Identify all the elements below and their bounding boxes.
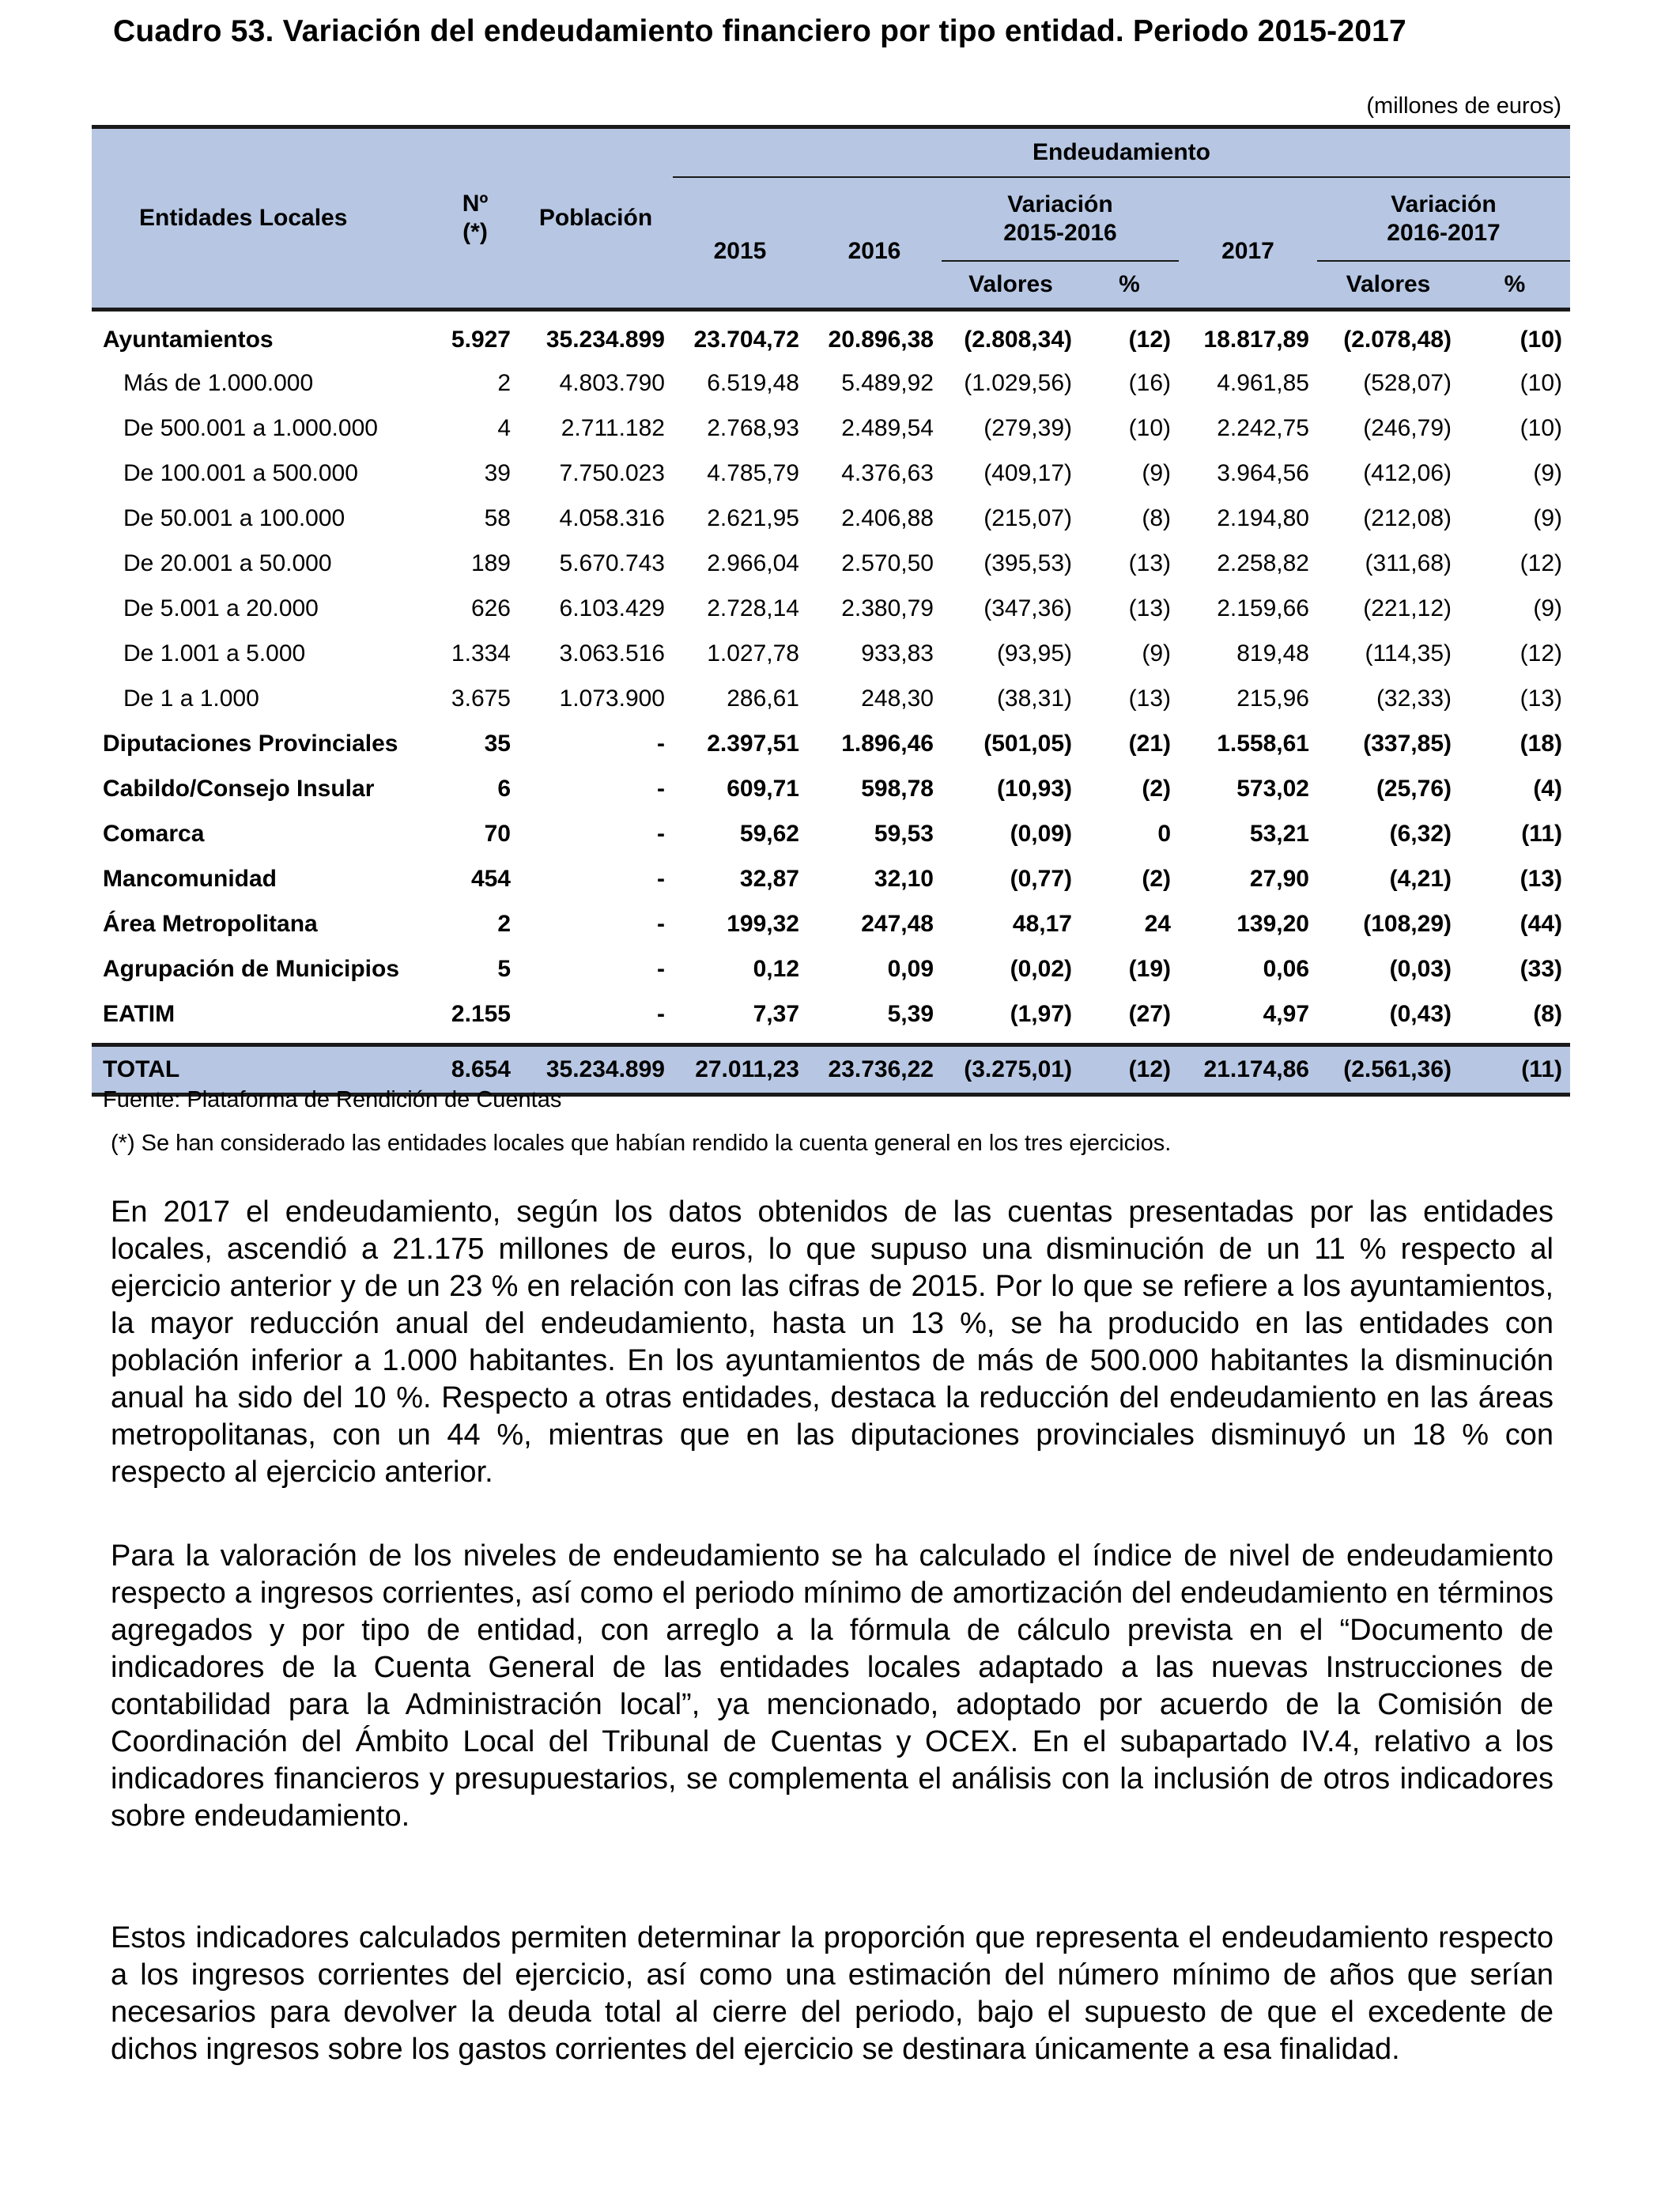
cell-var-pct-1: (13) xyxy=(1128,595,1171,621)
header-valores-1: Valores xyxy=(942,261,1080,310)
cell-2015: 2.397,51 xyxy=(707,730,799,757)
cell-var-valores-1: (1.029,56) xyxy=(964,369,1072,396)
header-num: Nº (*) xyxy=(432,127,519,310)
cell-var-pct-2: (11) xyxy=(1459,1045,1570,1095)
cell-poblacion: 5.670.743 xyxy=(559,549,665,576)
table-row xyxy=(92,406,1570,451)
cell-var-pct-1: (12) xyxy=(1128,327,1171,353)
cell-2016: 247,48 xyxy=(861,910,934,937)
body-paragraph: Para la valoración de los niveles de endeudamiento se ha calculado el índice de nivel de endeudamiento respecto a ingresos corrientes, así como el periodo mínimo de amortización del endeudamiento en términos agregados y por tipo de entidad, con arreglo a la fórmula de cálculo prevista en el “Documento de indicadores de la Cuenta General de las entidades locales adaptado a las nuevas Instrucciones de contabilidad para la Administración local”, ya mencionado, adoptado por acuerdo de la Comisión de Coordinación del Ámbito Local del Tribunal de Cuentas y OCEX. En el subapartado IV.4, relativo a los indicadores financieros y presupuestarios, se complementa el análisis con la inclusión de otros indicadores sobre endeudamiento. xyxy=(111,1539,1554,1833)
cell-var-pct-2: (9) xyxy=(1533,595,1562,621)
cell-var-pct-2: (9) xyxy=(1533,459,1562,486)
cell-num: 70 xyxy=(484,820,511,847)
cell-name: De 100.001 a 500.000 xyxy=(123,459,358,486)
cell-var-pct-2: (9) xyxy=(1533,504,1562,531)
cell-var-pct-2: (13) xyxy=(1520,685,1562,712)
cell-var-pct-2: (4) xyxy=(1533,775,1562,802)
cell-2015: 23.704,72 xyxy=(693,327,799,353)
cell-2015: 4.785,79 xyxy=(707,459,799,486)
cell-var-valores-2: (246,79) xyxy=(1363,414,1452,441)
cell-2017: 573,02 xyxy=(1236,775,1309,802)
table-row xyxy=(92,541,1570,586)
cell-var-valores-2: (4,21) xyxy=(1389,865,1452,892)
cell-var-valores-2: (2.561,36) xyxy=(1317,1045,1459,1095)
cell-poblacion: - xyxy=(657,820,665,847)
cell-poblacion: 4.803.790 xyxy=(559,369,665,396)
cell-2017: 3.964,56 xyxy=(1217,459,1309,486)
table-row xyxy=(92,361,1570,406)
cell-poblacion: - xyxy=(657,775,665,802)
cell-2017: 4.961,85 xyxy=(1217,369,1309,396)
cell-name: Ayuntamientos xyxy=(103,327,274,353)
cell-2015: 2.966,04 xyxy=(707,549,799,576)
cell-2015: 286,61 xyxy=(727,685,799,712)
cell-2015: 7,37 xyxy=(753,1000,799,1027)
cell-var-valores-1: (347,36) xyxy=(983,595,1072,621)
cell-var-pct-1: (8) xyxy=(1142,504,1171,531)
cell-var-valores-1: (10,93) xyxy=(996,775,1072,802)
cell-name: Más de 1.000.000 xyxy=(123,369,314,396)
cell-var-pct-1: (2) xyxy=(1142,775,1171,802)
cell-2016: 32,10 xyxy=(874,865,934,892)
cell-2017: 2.194,80 xyxy=(1217,504,1309,531)
table-row xyxy=(92,766,1570,811)
cell-2016: 20.896,38 xyxy=(828,327,934,353)
cell-2016: 0,09 xyxy=(887,955,934,982)
cell-name: De 20.001 a 50.000 xyxy=(123,549,332,576)
cell-var-pct-1: (10) xyxy=(1128,414,1171,441)
cell-2016: 2.570,50 xyxy=(841,549,934,576)
cell-var-pct-1: (13) xyxy=(1128,549,1171,576)
cell-var-valores-2: (412,06) xyxy=(1363,459,1452,486)
cell-poblacion: 7.750.023 xyxy=(559,459,665,486)
cell-2017: 139,20 xyxy=(1236,910,1309,937)
cell-var-valores-1: (1,97) xyxy=(1010,1000,1072,1027)
header-2015: 2015 xyxy=(673,177,807,310)
cell-var-valores-1: (395,53) xyxy=(983,549,1072,576)
cell-var-pct-1: 24 xyxy=(1144,910,1171,937)
cell-num: 454 xyxy=(470,865,511,892)
cell-var-valores-2: (311,68) xyxy=(1365,549,1452,576)
cell-var-valores-2: (114,35) xyxy=(1365,640,1452,667)
cell-poblacion: - xyxy=(657,865,665,892)
cell-2016: 5,39 xyxy=(887,1000,934,1027)
cell-var-pct-1: (19) xyxy=(1128,955,1171,982)
cell-name: De 1 a 1.000 xyxy=(123,685,259,712)
cell-var-valores-2: (0,03) xyxy=(1389,955,1452,982)
table-row xyxy=(92,901,1570,946)
table-row xyxy=(92,811,1570,856)
cell-2017: 4,97 xyxy=(1263,1000,1309,1027)
debt-table-container xyxy=(92,125,1570,1097)
cell-var-pct-1: (13) xyxy=(1128,685,1171,712)
cell-name: De 1.001 a 5.000 xyxy=(123,640,306,667)
cell-2016: 4.376,63 xyxy=(841,459,934,486)
cell-var-pct-1: (2) xyxy=(1142,865,1171,892)
cell-2017: 27,90 xyxy=(1249,865,1309,892)
cell-var-pct-2: (33) xyxy=(1520,955,1562,982)
table-row xyxy=(92,310,1570,361)
cell-num: 2 xyxy=(497,910,511,937)
cell-num: 58 xyxy=(484,504,511,531)
cell-num: 189 xyxy=(470,549,511,576)
table-row xyxy=(92,496,1570,541)
table-source: Fuente: Plataforma de Rendición de Cuentas xyxy=(103,1087,562,1112)
cell-2016: 933,83 xyxy=(861,640,934,667)
body-paragraph: Estos indicadores calculados permiten determinar la proporción que representa el endeudamiento respecto a los ingresos corrientes del ejercicio, así como una estimación del número mínimo de años que serían necesarios para devolver la deuda total al cierre del periodo, bajo el supuesto de que el excedente de dichos ingresos sobre los gastos corrientes del ejercicio se destinara únicamente a esa finalidad. xyxy=(111,1921,1554,2066)
cell-poblacion: 35.234.899 xyxy=(546,327,665,353)
cell-name: Mancomunidad xyxy=(103,865,277,892)
cell-num: 626 xyxy=(470,595,511,621)
cell-name: Área Metropolitana xyxy=(103,910,318,937)
cell-2015: 2.621,95 xyxy=(707,504,799,531)
cell-num: 2 xyxy=(497,369,511,396)
cell-num: 2.155 xyxy=(451,1000,511,1027)
cell-name: De 5.001 a 20.000 xyxy=(123,595,319,621)
cell-poblacion: 1.073.900 xyxy=(559,685,665,712)
cell-num: 8.654 xyxy=(432,1045,519,1095)
cell-name: EATIM xyxy=(103,1000,176,1027)
cell-num: 3.675 xyxy=(451,685,511,712)
header-pct-1: % xyxy=(1080,261,1179,310)
header-valores-2: Valores xyxy=(1317,261,1459,310)
cell-2016: 23.736,22 xyxy=(807,1045,942,1095)
cell-2015: 199,32 xyxy=(727,910,799,937)
cell-name: Comarca xyxy=(103,820,205,847)
cell-poblacion: 35.234.899 xyxy=(519,1045,673,1095)
table-row xyxy=(92,946,1570,991)
cell-2016: 598,78 xyxy=(861,775,934,802)
cell-var-valores-1: (0,02) xyxy=(1010,955,1072,982)
cell-2015: 1.027,78 xyxy=(707,640,799,667)
cell-var-pct-1: (21) xyxy=(1128,730,1171,757)
cell-num: 4 xyxy=(497,414,511,441)
cell-var-pct-2: (10) xyxy=(1520,369,1562,396)
cell-2017: 0,06 xyxy=(1263,955,1309,982)
header-var-2016-2017: Variación 2016-2017 xyxy=(1317,177,1570,261)
table-body xyxy=(92,310,1570,1045)
cell-var-valores-1: (409,17) xyxy=(983,459,1072,486)
cell-var-valores-2: (221,12) xyxy=(1363,595,1452,621)
cell-2015: 27.011,23 xyxy=(673,1045,807,1095)
debt-table xyxy=(92,125,1570,1097)
cell-name: Agrupación de Municipios xyxy=(103,955,400,982)
cell-var-valores-2: (212,08) xyxy=(1363,504,1452,531)
cell-2016: 1.896,46 xyxy=(841,730,934,757)
cell-2017: 21.174,86 xyxy=(1179,1045,1317,1095)
cell-var-valores-1: (279,39) xyxy=(983,414,1072,441)
body-paragraph: En 2017 el endeudamiento, según los datos obtenidos de las cuentas presentadas por las entidades locales, ascendió a 21.175 millones de euros, lo que supuso una disminución de un 11 % respecto al ejercicio anterior y de un 23 % en relación con las cifras de 2015. Por lo que se refiere a los ayuntamientos, la mayor reducción anual del endeudamiento, hasta un 13 %, se ha producido en las entidades con población inferior a 1.000 habitantes. En los ayuntamientos de más de 500.000 habitantes la disminución anual ha sido del 10 %. Respecto a otras entidades, destaca la reducción del endeudamiento en las áreas metropolitanas, con un 44 %, mientras que en las diputaciones provinciales disminuyó un 18 % con respecto al ejercicio anterior. xyxy=(111,1195,1554,1489)
cell-name: De 500.001 a 1.000.000 xyxy=(123,414,378,441)
cell-2016: 2.406,88 xyxy=(841,504,934,531)
cell-var-valores-1: (38,31) xyxy=(996,685,1072,712)
cell-var-valores-2: (25,76) xyxy=(1376,775,1452,802)
cell-name: De 50.001 a 100.000 xyxy=(123,504,345,531)
table-row xyxy=(92,451,1570,496)
cell-2016: 248,30 xyxy=(861,685,934,712)
cell-num: 35 xyxy=(484,730,511,757)
header-var-2015-2016: Variación 2015-2016 xyxy=(942,177,1179,261)
cell-num: 6 xyxy=(497,775,511,802)
cell-var-valores-2: (108,29) xyxy=(1363,910,1452,937)
header-endeudamiento: Endeudamiento xyxy=(673,127,1570,178)
cell-var-pct-1: (12) xyxy=(1080,1045,1179,1095)
cell-poblacion: - xyxy=(657,910,665,937)
cell-var-pct-1: (27) xyxy=(1128,1000,1171,1027)
table-row xyxy=(92,721,1570,766)
cell-var-pct-2: (13) xyxy=(1520,865,1562,892)
cell-name: Cabildo/Consejo Insular xyxy=(103,775,375,802)
units-note: (millones de euros) xyxy=(1366,93,1561,119)
cell-var-pct-1: (9) xyxy=(1142,459,1171,486)
cell-var-valores-1: (2.808,34) xyxy=(964,327,1072,353)
header-poblacion: Población xyxy=(519,127,673,310)
cell-2015: 6.519,48 xyxy=(707,369,799,396)
cell-poblacion: - xyxy=(657,730,665,757)
cell-2017: 819,48 xyxy=(1236,640,1309,667)
header-2016: 2016 xyxy=(807,177,942,310)
cell-2017: 215,96 xyxy=(1236,685,1309,712)
cell-2015: 0,12 xyxy=(753,955,799,982)
cell-num: 5.927 xyxy=(451,327,511,353)
cell-2015: 2.728,14 xyxy=(707,595,799,621)
table-row xyxy=(92,856,1570,901)
cell-var-valores-1: (3.275,01) xyxy=(942,1045,1080,1095)
header-pct-2: % xyxy=(1459,261,1570,310)
table-row xyxy=(92,631,1570,676)
cell-var-pct-1: (16) xyxy=(1128,369,1171,396)
cell-var-pct-2: (11) xyxy=(1521,820,1562,847)
cell-2017: 2.242,75 xyxy=(1217,414,1309,441)
cell-var-valores-1: 48,17 xyxy=(1012,910,1072,937)
cell-var-valores-1: (215,07) xyxy=(983,504,1072,531)
cell-2017: 2.159,66 xyxy=(1217,595,1309,621)
cell-var-valores-1: (501,05) xyxy=(983,730,1072,757)
table-row xyxy=(92,676,1570,721)
cell-2016: 2.489,54 xyxy=(841,414,934,441)
table-header xyxy=(92,127,1570,310)
cell-var-valores-1: (0,77) xyxy=(1010,865,1072,892)
cell-2015: 32,87 xyxy=(739,865,799,892)
cell-2015: 59,62 xyxy=(739,820,799,847)
cell-name: Diputaciones Provinciales xyxy=(103,730,398,757)
table-title: Cuadro 53. Variación del endeudamiento financiero por tipo entidad. Periodo 2015-2017 xyxy=(113,14,1406,48)
cell-name: TOTAL xyxy=(92,1045,432,1095)
cell-2017: 1.558,61 xyxy=(1217,730,1309,757)
cell-poblacion: 2.711.182 xyxy=(561,414,665,441)
cell-var-valores-2: (0,43) xyxy=(1389,1000,1452,1027)
cell-var-valores-2: (528,07) xyxy=(1363,369,1452,396)
cell-var-pct-1: (9) xyxy=(1142,640,1171,667)
cell-var-pct-2: (8) xyxy=(1533,1000,1562,1027)
cell-var-valores-1: (0,09) xyxy=(1010,820,1072,847)
cell-var-pct-2: (18) xyxy=(1520,730,1562,757)
cell-var-pct-2: (10) xyxy=(1520,414,1562,441)
cell-var-pct-1: 0 xyxy=(1157,820,1171,847)
cell-2017: 2.258,82 xyxy=(1217,549,1309,576)
table-row xyxy=(92,586,1570,631)
cell-2017: 53,21 xyxy=(1249,820,1309,847)
cell-poblacion: 3.063.516 xyxy=(559,640,665,667)
table-footnote: (*) Se han considerado las entidades locales que habían rendido la cuenta general en los tres ejercicios. xyxy=(111,1131,1172,1156)
cell-2017: 18.817,89 xyxy=(1203,327,1309,353)
cell-2016: 59,53 xyxy=(874,820,934,847)
cell-poblacion: 4.058.316 xyxy=(559,504,665,531)
cell-num: 5 xyxy=(497,955,511,982)
cell-var-pct-2: (12) xyxy=(1520,549,1562,576)
cell-num: 39 xyxy=(484,459,511,486)
cell-var-valores-2: (337,85) xyxy=(1363,730,1452,757)
cell-poblacion: - xyxy=(657,955,665,982)
cell-var-valores-2: (2.078,48) xyxy=(1343,327,1452,353)
cell-2016: 2.380,79 xyxy=(841,595,934,621)
header-entidades: Entidades Locales xyxy=(92,127,432,310)
header-2017: 2017 xyxy=(1179,177,1317,310)
cell-var-valores-1: (93,95) xyxy=(996,640,1072,667)
table-row xyxy=(92,991,1570,1045)
cell-2015: 2.768,93 xyxy=(707,414,799,441)
cell-var-pct-2: (44) xyxy=(1520,910,1562,937)
cell-var-valores-2: (6,32) xyxy=(1389,820,1452,847)
cell-var-pct-2: (10) xyxy=(1520,327,1562,353)
cell-2016: 5.489,92 xyxy=(841,369,934,396)
cell-var-valores-2: (32,33) xyxy=(1376,685,1452,712)
cell-2015: 609,71 xyxy=(727,775,799,802)
cell-poblacion: 6.103.429 xyxy=(559,595,665,621)
cell-num: 1.334 xyxy=(451,640,511,667)
cell-var-pct-2: (12) xyxy=(1520,640,1562,667)
cell-poblacion: - xyxy=(657,1000,665,1027)
